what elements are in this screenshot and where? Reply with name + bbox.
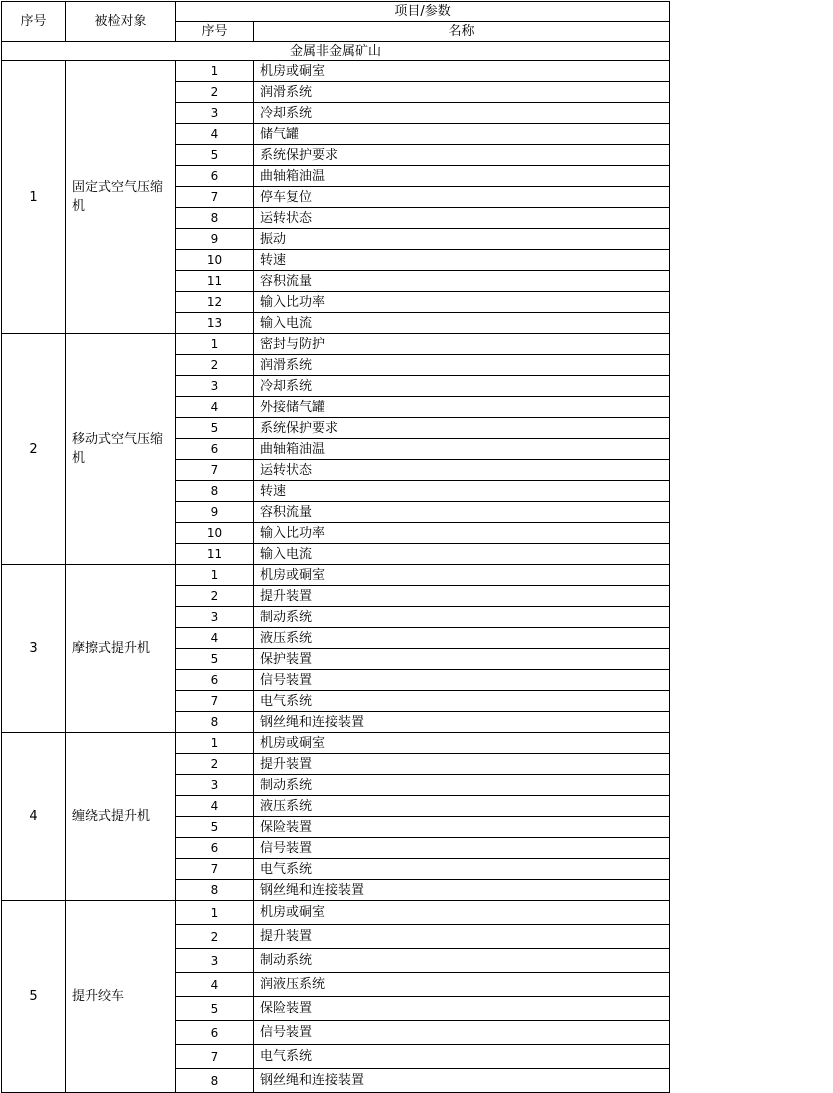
item-name: 曲轴箱油温: [254, 439, 670, 460]
section-row: [2, 42, 670, 61]
item-seq: 2: [176, 355, 254, 376]
item-seq: 6: [176, 670, 254, 691]
item-name: 保险装置: [254, 817, 670, 838]
item-name: 储气罐: [254, 124, 670, 145]
table-row: [2, 901, 670, 925]
item-seq: 2: [176, 82, 254, 103]
item-name: 提升装置: [254, 754, 670, 775]
item-name: 外接储气罐: [254, 397, 670, 418]
item-name: 输入比功率: [254, 292, 670, 313]
item-seq: 8: [176, 208, 254, 229]
item-name: 转速: [254, 481, 670, 502]
item-name: 冷却系统: [254, 103, 670, 124]
group-object: 固定式空气压缩机: [66, 61, 176, 334]
group-object: 提升绞车: [66, 901, 176, 1093]
item-seq: 5: [176, 418, 254, 439]
item-name: 电气系统: [254, 1045, 670, 1069]
item-name: 信号装置: [254, 838, 670, 859]
item-name: 制动系统: [254, 775, 670, 796]
table-row: [2, 334, 670, 355]
item-seq: 2: [176, 925, 254, 949]
header-sub-name: 名称: [254, 22, 670, 42]
item-seq: 3: [176, 103, 254, 124]
item-name: 电气系统: [254, 691, 670, 712]
item-seq: 4: [176, 796, 254, 817]
item-seq: 2: [176, 754, 254, 775]
item-seq: 9: [176, 229, 254, 250]
table-body: [2, 2, 670, 1093]
item-name: 机房或硐室: [254, 565, 670, 586]
item-seq: 12: [176, 292, 254, 313]
item-seq: 11: [176, 544, 254, 565]
item-seq: 5: [176, 145, 254, 166]
item-seq: 3: [176, 949, 254, 973]
item-name: 保险装置: [254, 997, 670, 1021]
item-name: 系统保护要求: [254, 145, 670, 166]
item-seq: 1: [176, 565, 254, 586]
item-name: 保护装置: [254, 649, 670, 670]
group-seq: 5: [2, 901, 66, 1093]
item-seq: 1: [176, 61, 254, 82]
table-row: [2, 733, 670, 754]
item-seq: 1: [176, 733, 254, 754]
item-name: 输入比功率: [254, 523, 670, 544]
header-seq: 序号: [2, 2, 66, 42]
item-seq: 7: [176, 187, 254, 208]
item-seq: 10: [176, 250, 254, 271]
item-seq: 5: [176, 817, 254, 838]
item-name: 信号装置: [254, 670, 670, 691]
item-name: 润滑系统: [254, 355, 670, 376]
group-seq: 4: [2, 733, 66, 901]
item-seq: 1: [176, 334, 254, 355]
item-name: 润液压系统: [254, 973, 670, 997]
item-seq: 6: [176, 1021, 254, 1045]
inspection-table: [1, 1, 670, 1093]
item-seq: 4: [176, 973, 254, 997]
item-seq: 4: [176, 397, 254, 418]
item-name: 密封与防护: [254, 334, 670, 355]
item-name: 机房或硐室: [254, 901, 670, 925]
group-seq: 3: [2, 565, 66, 733]
item-seq: 6: [176, 166, 254, 187]
item-seq: 3: [176, 775, 254, 796]
item-seq: 8: [176, 712, 254, 733]
item-name: 提升装置: [254, 586, 670, 607]
item-name: 容积流量: [254, 502, 670, 523]
item-seq: 5: [176, 649, 254, 670]
item-seq: 6: [176, 838, 254, 859]
item-name: 钢丝绳和连接装置: [254, 880, 670, 901]
item-name: 液压系统: [254, 628, 670, 649]
item-seq: 5: [176, 997, 254, 1021]
item-seq: 6: [176, 439, 254, 460]
item-name: 机房或硐室: [254, 61, 670, 82]
item-seq: 8: [176, 880, 254, 901]
group-seq: 2: [2, 334, 66, 565]
item-seq: 7: [176, 460, 254, 481]
item-name: 润滑系统: [254, 82, 670, 103]
item-name: 电气系统: [254, 859, 670, 880]
item-seq: 7: [176, 859, 254, 880]
table-row: [2, 61, 670, 82]
group-object: 移动式空气压缩机: [66, 334, 176, 565]
item-name: 振动: [254, 229, 670, 250]
group-object: 摩擦式提升机: [66, 565, 176, 733]
item-name: 系统保护要求: [254, 418, 670, 439]
item-seq: 1: [176, 901, 254, 925]
table-row: [2, 565, 670, 586]
item-name: 曲轴箱油温: [254, 166, 670, 187]
item-name: 钢丝绳和连接装置: [254, 1069, 670, 1093]
header-row-1: [2, 2, 670, 22]
item-name: 提升装置: [254, 925, 670, 949]
header-sub-seq: 序号: [176, 22, 254, 42]
item-seq: 13: [176, 313, 254, 334]
item-name: 信号装置: [254, 1021, 670, 1045]
item-seq: 8: [176, 1069, 254, 1093]
item-name: 停车复位: [254, 187, 670, 208]
item-name: 输入电流: [254, 313, 670, 334]
header-project: 项目/参数: [176, 2, 670, 22]
item-name: 容积流量: [254, 271, 670, 292]
item-name: 冷却系统: [254, 376, 670, 397]
item-seq: 2: [176, 586, 254, 607]
section-title: 金属非金属矿山: [2, 42, 670, 61]
item-name: 运转状态: [254, 460, 670, 481]
item-seq: 3: [176, 376, 254, 397]
group-object: 缠绕式提升机: [66, 733, 176, 901]
item-name: 制动系统: [254, 607, 670, 628]
item-seq: 7: [176, 691, 254, 712]
item-name: 钢丝绳和连接装置: [254, 712, 670, 733]
header-object: 被检对象: [66, 2, 176, 42]
item-seq: 4: [176, 628, 254, 649]
item-name: 转速: [254, 250, 670, 271]
item-seq: 3: [176, 607, 254, 628]
item-seq: 4: [176, 124, 254, 145]
item-name: 运转状态: [254, 208, 670, 229]
group-seq: 1: [2, 61, 66, 334]
item-seq: 7: [176, 1045, 254, 1069]
item-name: 输入电流: [254, 544, 670, 565]
item-seq: 10: [176, 523, 254, 544]
item-name: 液压系统: [254, 796, 670, 817]
item-seq: 8: [176, 481, 254, 502]
item-seq: 11: [176, 271, 254, 292]
item-seq: 9: [176, 502, 254, 523]
item-name: 制动系统: [254, 949, 670, 973]
item-name: 机房或硐室: [254, 733, 670, 754]
